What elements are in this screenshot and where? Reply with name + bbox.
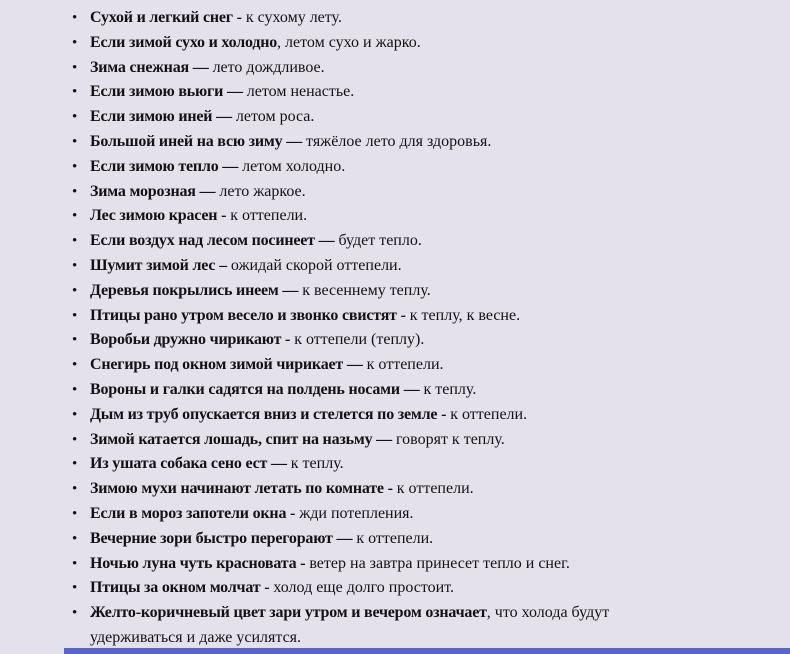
list-item: [90, 304, 690, 329]
list-item: [90, 105, 690, 130]
saying-lead: Дым из труб опускается вниз и стелется по земле -: [90, 405, 447, 423]
saying-tail: лето дождливое.: [208, 58, 325, 76]
list-item: [90, 279, 690, 304]
saying-tail: говорят к теплу.: [391, 430, 505, 448]
list-item: [90, 180, 690, 205]
saying-tail: , что холода будут удерживаться и даже усилятся.: [90, 604, 610, 646]
saying-tail: холод еще долго простоит.: [269, 579, 454, 597]
saying-lead: Если зимою вьюги —: [90, 83, 243, 101]
saying-tail: будет тепло.: [334, 232, 422, 250]
saying-tail: к оттепели.: [446, 405, 528, 423]
saying-lead: Шумит зимой лес –: [90, 256, 227, 274]
saying-lead: Воробьи дружно чирикают -: [90, 331, 291, 349]
list-item: [90, 31, 690, 56]
list-item: [90, 527, 690, 552]
saying-lead: Желто-коричневый цвет зари утром и вечером означает: [90, 604, 487, 622]
saying-lead: Вороны и галки садятся на полдень носами —: [90, 380, 420, 398]
bottom-accent-bar: [64, 648, 790, 654]
list-item: [90, 80, 690, 105]
saying-lead: Из ушата собака сено ест —: [90, 455, 287, 473]
saying-tail: к теплу, к весне.: [405, 306, 521, 324]
saying-lead: Зима морозная —: [90, 182, 216, 200]
saying-tail: лето жаркое.: [215, 182, 306, 200]
saying-lead: Зимой катается лошадь, спит на назьму —: [90, 430, 392, 448]
saying-tail: к оттепели.: [392, 480, 474, 498]
saying-tail: тяжёлое лето для здоровья.: [302, 132, 492, 150]
saying-lead: Птицы за окном молчат -: [90, 579, 270, 597]
list-item: [90, 353, 690, 378]
saying-tail: летом ненастье.: [242, 83, 355, 101]
list-item: [90, 452, 690, 477]
saying-lead: Если воздух над лесом посинеет —: [90, 232, 335, 250]
list-item: [90, 477, 690, 502]
saying-lead: Зима снежная —: [90, 58, 209, 76]
saying-lead: Сухой и легкий снег -: [90, 9, 242, 26]
saying-lead: Птицы рано утром весело и звонко свистят -: [90, 306, 406, 324]
list-item: [90, 378, 690, 403]
list-item: [90, 328, 690, 353]
saying-lead: Зимою мухи начинают летать по комнате -: [90, 480, 393, 498]
list-item: [90, 576, 690, 601]
saying-lead: Лес зимою красен -: [90, 207, 227, 225]
list-item: [90, 204, 690, 229]
saying-tail: к сухому лету.: [241, 9, 342, 26]
saying-tail: летом роса.: [231, 108, 315, 126]
saying-lead: Если зимою иней —: [90, 108, 232, 126]
saying-tail: жди потепления.: [295, 504, 414, 522]
saying-tail: ветер на завтра принесет тепло и снег.: [305, 554, 570, 572]
saying-lead: Большой иней на всю зиму —: [90, 132, 303, 150]
list-item: [90, 601, 690, 651]
saying-tail: к теплу.: [286, 455, 344, 473]
saying-tail: летом холодно.: [238, 157, 346, 175]
saying-lead: Вечерние зори быстро перегорают —: [90, 529, 353, 547]
list-item: [90, 155, 690, 180]
saying-tail: к оттепели (теплу).: [290, 331, 425, 349]
list-item: [90, 229, 690, 254]
saying-tail: ожидай скорой оттепели.: [226, 256, 402, 274]
list-item: [90, 502, 690, 527]
list-item: [90, 130, 690, 155]
list-item: [90, 552, 690, 577]
list-item: [90, 6, 690, 31]
saying-tail: к оттепели.: [362, 356, 444, 374]
list-item: [90, 403, 690, 428]
saying-lead: Деревья покрылись инеем —: [90, 281, 299, 299]
saying-tail: к теплу.: [419, 380, 477, 398]
saying-tail: к весеннему теплу.: [298, 281, 431, 299]
list-item: [90, 254, 690, 279]
saying-lead: Ночью луна чуть красновата -: [90, 554, 306, 572]
saying-tail: к оттепели.: [352, 529, 434, 547]
saying-tail: к оттепели.: [226, 207, 308, 225]
saying-tail: , летом сухо и жарко.: [277, 33, 421, 51]
saying-lead: Снегирь под окном зимой чирикает —: [90, 356, 363, 374]
saying-lead: Если в мороз запотели окна -: [90, 504, 296, 522]
list-item: [90, 56, 690, 81]
list-item: [90, 428, 690, 453]
saying-lead: Если зимой сухо и холодно: [90, 33, 278, 51]
saying-lead: Если зимою тепло —: [90, 157, 239, 175]
